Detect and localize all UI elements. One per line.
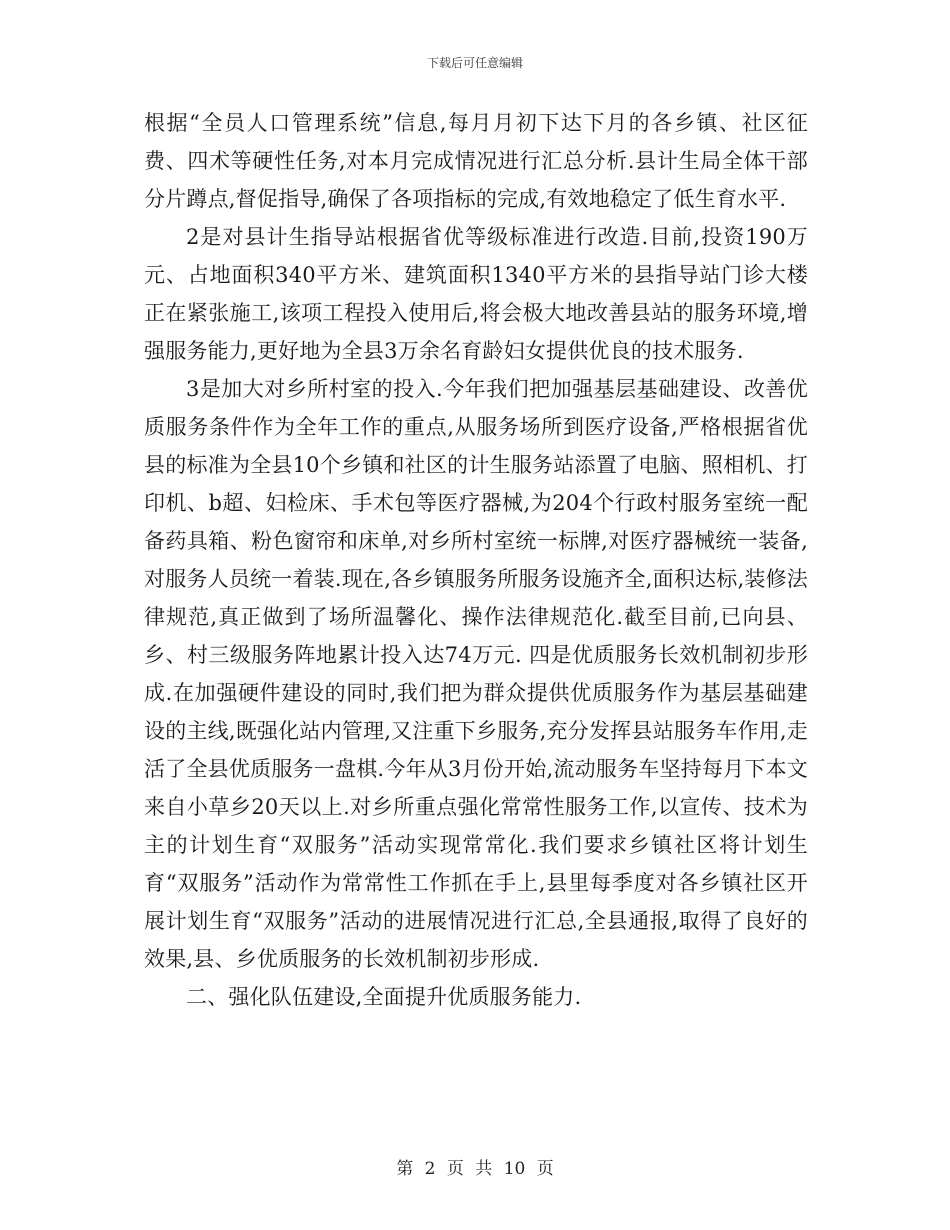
section-heading: 二、强化队伍建设,全面提升优质服务能力. [186, 985, 582, 1009]
paragraph-1: 根据“全员人口管理系统”信息,每月月初下达下月的各乡镇、社区征费、四术等硬性任务,对本月完成情况进行汇总分析.县计生局全体干部分片蹲点,督促指导,确保了各项指标的完成,有效地稳定了低生育水平. [144, 111, 808, 211]
paragraph-3: 3是加大对乡所村室的投入.今年我们把加强基层基础建设、改善优质服务条件作为全年工作的重点,从服务场所到医疗设备,严格根据省优县的标准为全县10个乡镇和社区的计生服务站添置了电脑、照相机、打印机、b超、妇检床、手术包等医疗器械,为204个行政村服务室统一配备药具箱、粉色窗帘和床单,对乡所村室统一标牌,对医疗器械统一装备,对服务人员统一着装.现在,各乡镇服务所服务设施齐全,面积达标,装修法律规范,真正做到了场所温馨化、操作法律规范化.截至目前,已向县、乡、村三级服务阵地累计投入达74万元. 四是优质服务长效机制初步形成.在加强硬件建设的同时,我们把为群众提供优质服务作为基层基础建设的主线,既强化站内管理,又注重下乡服务,充分发挥县站服务车作用,走活了全县优质服务一盘棋.今年从3月份开始,流动服务车坚持每月下本文来自小草乡20天以上.对乡所重点强化常常性服务工作,以宣传、技术为主的计划生育“双服务”活动实现常常化.我们要求乡镇社区将计划生育“双服务”活动作为常常性工作抓在手上,县里每季度对各乡镇社区开展计划生育“双服务”活动的进展情况进行汇总,全县通报,取得了良好的效果,县、乡优质服务的长效机制初步形成. [144, 377, 808, 971]
page-number: 第 2 页 共 10 页 [396, 1159, 554, 1179]
document-body [144, 104, 808, 1016]
page-header: 下载后可任意编辑 [426, 56, 523, 70]
paragraph-2: 2是对县计生指导站根据省优等级标准进行改造.目前,投资190万元、占地面积340平方米、建筑面积1340平方米的县指导站门诊大楼正在紧张施工,该项工程投入使用后,将会极大地改善县站的服务环境,增强服务能力,更好地为全县3万余名育龄妇女提供优良的技术服务. [144, 225, 808, 363]
